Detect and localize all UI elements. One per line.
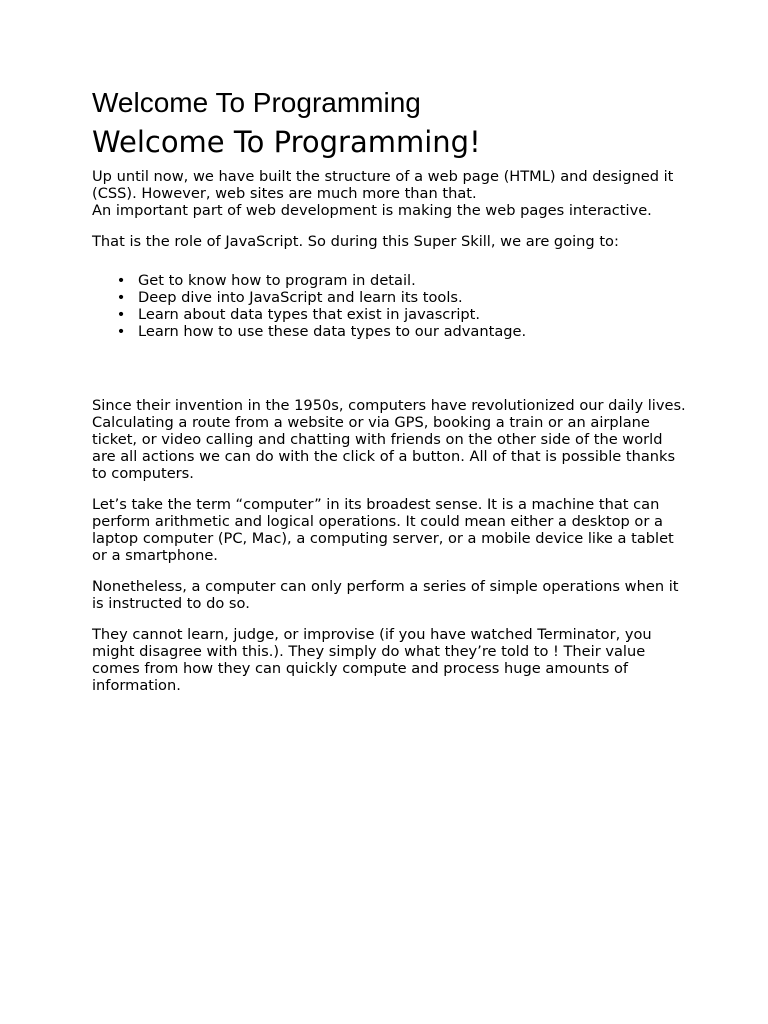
goals-list [92,264,688,340]
list-item-text: Deep dive into JavaScript and learn its tools. [138,289,463,306]
body-paragraph-3: Nonetheless, a computer can only perform a series of simple operations when it is instructed to do so. [92,578,679,612]
body-paragraph-2: Let’s take the term “computer” in its broadest sense. It is a machine that can perform arithmetic and logical operations. It could mean either a desktop or a laptop computer (PC, Mac), a computing server, or a mobile device like a tablet or a smartphone. [92,496,674,564]
intro-line-2: An important part of web development is making the web pages interactive. [92,202,652,219]
list-item [116,289,688,306]
intro-paragraph [92,168,688,219]
list-item-text: Learn about data types that exist in javascript. [138,306,481,323]
section-spacer [92,340,688,397]
bullet-icon: • [116,272,126,289]
intro-line-1: Up until now, we have built the structure of a web page (HTML) and designed it (CSS). However, web sites are much more than that. [92,168,674,202]
list-item [116,306,688,323]
body-paragraph-4: They cannot learn, judge, or improvise (if you have watched Terminator, you might disagree with this.). They simply do what they’re told to ! Their value comes from how they can quickly compute and process huge amounts of information. [92,626,652,694]
document-title: Welcome To Programming [92,87,421,118]
list-item [116,323,688,340]
role-paragraph: That is the role of JavaScript. So during this Super Skill, we are going to: [92,233,619,250]
body-paragraph-1: Since their invention in the 1950s, computers have revolutionized our daily lives. Calculating a route from a website or via GPS, booking a train or an airplane ticket, or video calling and chatting with friends on the other side of the world are all actions we can do with the click of a button. All of that is possible thanks to computers. [92,397,686,482]
bullet-icon: • [116,323,126,340]
list-item [116,272,688,289]
page-heading: Welcome To Programming! [92,125,481,159]
bullet-icon: • [116,289,126,306]
bullet-icon: • [116,306,126,323]
list-item-text: Get to know how to program in detail. [138,272,416,289]
list-item-text: Learn how to use these data types to our advantage. [138,323,527,340]
